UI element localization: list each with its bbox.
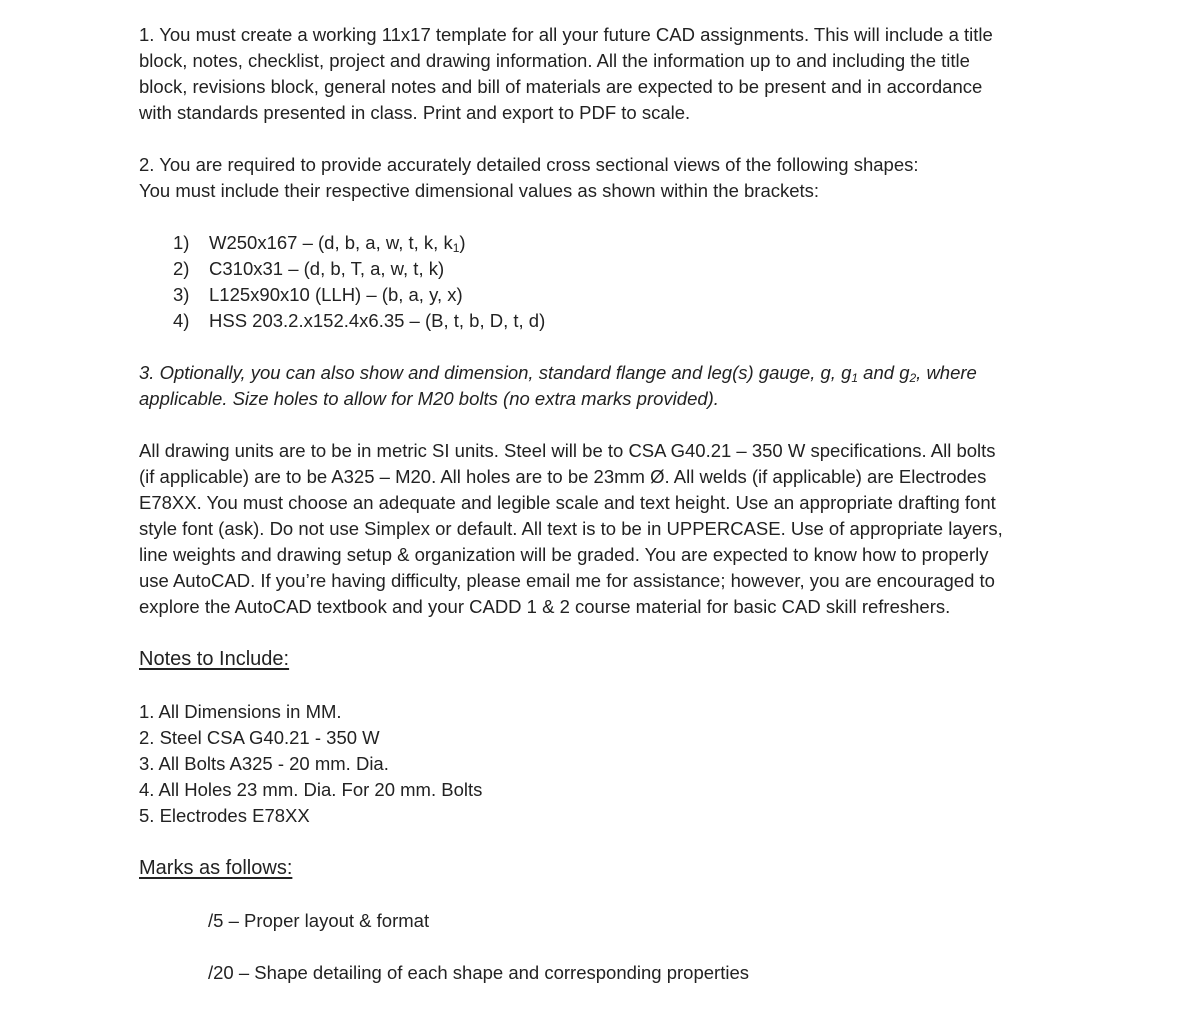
general-line: All drawing units are to be in metric SI units. Steel will be to CSA G40.21 – 350 W specifications. All bolts [139, 440, 996, 461]
shape-item-text: C310x31 – (d, b, T, a, w, t, k) [209, 258, 445, 279]
document-page [139, 22, 1049, 1012]
instruction-3-line: applicable. Size holes to allow for M20 bolts (no extra marks provided). [139, 388, 719, 409]
instruction-3 [139, 360, 1049, 412]
instruction-1 [139, 22, 1049, 126]
note-item: 1. All Dimensions in MM. [139, 701, 342, 722]
instruction-1-line: with standards presented in class. Print and export to PDF to scale. [139, 102, 691, 123]
shape-item-number: 2) [173, 258, 190, 279]
instruction-3-subscript: 1 [851, 371, 859, 385]
instruction-2-line: You must include their respective dimensional values as shown within the brackets: [139, 180, 820, 201]
general-line: E78XX. You must choose an adequate and legible scale and text height. Use an appropriate drafting font [139, 492, 996, 513]
instruction-1-line: block, notes, checklist, project and drawing information. All the information up to and including the title [139, 50, 970, 71]
instruction-1-line: 1. You must create a working 11x17 template for all your future CAD assignments. This will include a title [139, 24, 993, 45]
instruction-3-text: and g [858, 362, 910, 383]
general-line: (if applicable) are to be A325 – M20. All holes are to be 23mm Ø. All welds (if applicable) are Electrodes [139, 466, 987, 487]
shape-item [139, 230, 1049, 256]
marks-heading: Marks as follows: [139, 857, 293, 879]
shape-item [139, 282, 1049, 308]
shape-item-number: 1) [173, 232, 190, 253]
instruction-3-subscript: 2 [909, 371, 917, 385]
shape-item-text: HSS 203.2.x152.4x6.35 – (B, t, b, D, t, d) [209, 310, 546, 331]
note-item: 4. All Holes 23 mm. Dia. For 20 mm. Bolts [139, 779, 483, 800]
note-item: 2. Steel CSA G40.21 - 350 W [139, 727, 380, 748]
instruction-3-line [139, 360, 1049, 386]
marks-list [139, 908, 1049, 986]
marks-item: /20 – Shape detailing of each shape and corresponding properties [208, 962, 749, 983]
shape-item [139, 308, 1049, 334]
shape-item-tail: ) [459, 232, 466, 253]
instruction-2-line: 2. You are required to provide accurately detailed cross sectional views of the following shapes: [139, 154, 919, 175]
marks-item: /5 – Proper layout & format [208, 910, 430, 931]
note-item: 5. Electrodes E78XX [139, 805, 310, 826]
shape-list [139, 230, 1049, 334]
shape-item-number: 4) [173, 310, 190, 331]
shape-item-text: L125x90x10 (LLH) – (b, a, y, x) [209, 284, 463, 305]
general-line: use AutoCAD. If you’re having difficulty, please email me for assistance; however, you are encouraged to [139, 570, 995, 591]
shape-item-text: W250x167 – (d, b, a, w, t, k, k [209, 232, 453, 253]
instruction-3-text: 3. Optionally, you can also show and dimension, standard flange and leg(s) gauge, g, g [139, 362, 852, 383]
general-line: style font (ask). Do not use Simplex or default. All text is to be in UPPERCASE. Use of appropriate layers, [139, 518, 1003, 539]
note-item: 3. All Bolts A325 - 20 mm. Dia. [139, 753, 389, 774]
shape-item [139, 256, 1049, 282]
shape-item-number: 3) [173, 284, 190, 305]
notes-heading: Notes to Include: [139, 648, 290, 670]
general-line: line weights and drawing setup & organization will be graded. You are expected to know how to properly [139, 544, 989, 565]
notes-list [139, 699, 1049, 829]
general-line: explore the AutoCAD textbook and your CADD 1 & 2 course material for basic CAD skill refreshers. [139, 596, 951, 617]
general-requirements [139, 438, 1049, 620]
instruction-3-text: , where [916, 362, 977, 383]
instruction-1-line: block, revisions block, general notes and bill of materials are expected to be present and in accordance [139, 76, 983, 97]
instruction-2 [139, 152, 1049, 204]
shape-item-subscript: 1 [452, 241, 460, 255]
